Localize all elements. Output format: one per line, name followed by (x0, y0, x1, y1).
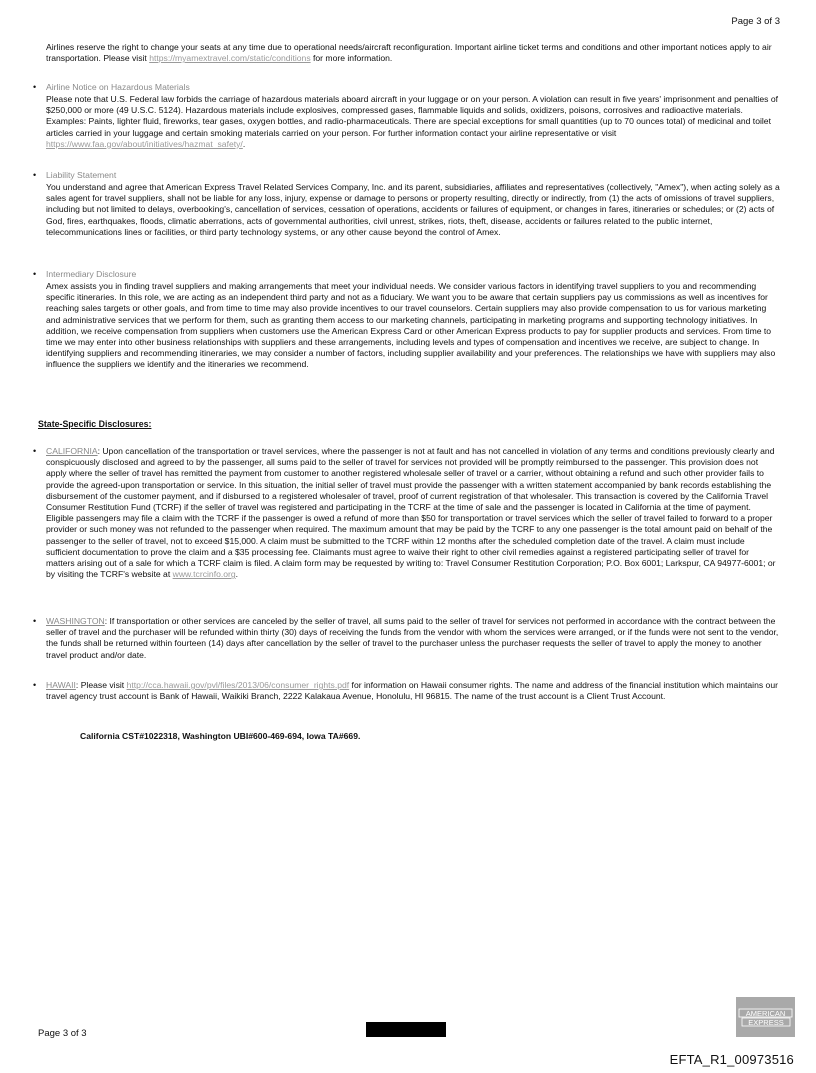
logo-text-line2: EXPRESS (748, 1017, 784, 1027)
california-after: . (235, 569, 239, 580)
logo-text-line1: AMERICAN (745, 1008, 786, 1018)
american-express-logo (736, 997, 795, 1037)
hazmat-body (46, 94, 780, 150)
page-number-bottom: Page 3 of 3 (38, 1028, 87, 1039)
intro-paragraph (46, 42, 780, 64)
liability-body: You understand and agree that American Express Travel Related Services Company, Inc. and its parent, subsidiaries, affiliates and representatives (collectively, "Amex"), when acting solely as a sales agent for travel suppliers, shall not be liable for any loss, injury, expense or damage to persons or property resulting, directly or indirectly, from (1) the acts of omissions of travel suppliers, including but not limited to delays, overbooking's, cancellation of services, cessation of operations, accidents or failures of equipment, or changes in fares, itineraries or schedules; or (2) acts of God, fires, earthquakes, floods, climatic aberrations, acts of governmental authorities, civil unrest, strikes, riots, theft, disease, accidents or failures related to the public internet, telecommunications lines or facilities, or third party technology systems, or any other cause beyond the control of Amex. (46, 182, 780, 237)
hawaii-disclosure (46, 680, 780, 702)
hazmat-after: . (242, 138, 246, 149)
redaction-bar (366, 1022, 446, 1037)
liability-title: Liability Statement (46, 170, 117, 180)
bullet-icon: • (33, 446, 37, 456)
washington-text: : If transportation or other services are canceled by the seller of travel, all sums paid to the seller of travel for services not performed in accordance with the contract between the seller of travel and the purchaser will be refunded within thirty (30) days of receiving the funds from the vendor with whom the services were arranged, or if the funds were not sent to the vendor, the funds shall be returned within fourteen (14) days after cancellation by the seller of travel to the purchaser unless the purchaser requests the seller of travel to apply the money to another travel product and/or date. (46, 616, 779, 660)
hawaii-label[interactable]: HAWAII (46, 680, 76, 690)
hawaii-text: for information on Hawaii consumer rights. The name and address of the financial institution which maintains our travel agency trust account is Bank of Hawaii, Waikiki Branch, 2222 Kalakaua Avenue, Honolulu, HI 96815. The name of the trust account is a Client Trust Account. (46, 680, 778, 702)
california-label[interactable]: CALIFORNIA (46, 446, 98, 456)
tcrf-website-link[interactable]: www.tcrcinfo.org (172, 569, 236, 580)
california-text: : Upon cancellation of the transportation or travel services, where the passenger is not at fault and has not cancelled in violation of any terms and conditions previously clearly and conspicuously disclosed and agreed to by the passenger, all sums paid to the seller of travel for services not provided will be promptly reimbursed to the passenger. This provision does not apply where the seller of travel has remitted the payment from customer to another registered wholesale seller of travel or a carrier, without obtaining a refund and such other provider fails to provide the agreed-upon transportation or service. In this situation, the initial seller of travel must provide the passenger with a written statement accompanied by bank records establishing the disbursement of the customer payment, and if disbursed to a registered wholesaler of travel, proof of current registration of that wholesaler. This transaction is covered by the California Travel Consumer Restitution Fund (TCRF) if the seller of travel was registered and participating in the TCRF at the time of sale and the passenger is located in California at the time of payment. Eligible passengers may file a claim with the TCRF if the passenger is owed a refund of more than $50 for transportation or travel services which the seller of travel failed to forward to a proper provider or such money was not refunded to the passenger when required. The maximum amount that may be paid by the TCRF to any one passenger is the total amount paid on behalf of the passenger to the seller of travel, not to exceed $15,000. A claim must be submitted to the TCRF within 12 months after the scheduled completion date of the travel. A claim must include sufficient documentation to prove the claim and a $35 processing fee. Claimants must agree to waive their right to other civil remedies against a registered participating seller of travel for matters arising out of a sale for which a TCRF claim is filed. A claim form may be requested by writing to: Travel Consumer Restitution Corporation; P.O. Box 6001; Larkspur, CA 94977-6001; or by visiting the TCRF's website at (46, 446, 776, 580)
hazmat-title: Airline Notice on Hazardous Materials (46, 82, 190, 92)
hawaii-before-link: : Please visit (75, 680, 127, 690)
washington-disclosure (46, 616, 780, 661)
bullet-icon: • (33, 269, 37, 279)
registration-numbers: California CST#1022318, Washington UBI#600-469-694, Iowa TA#669. (80, 731, 361, 741)
hazmat-text: Please note that U.S. Federal law forbids the carriage of hazardous materials aboard aircraft in your luggage or on your person. A violation can result in five years' imprisonment and penalties of $250,000 or more (49 U.S.C. 5124). Hazardous materials include explosives, compressed gases, flammable liquids and solids, oxidizers, poisons, corrosives and radioactive materials. Examples: Paints, lighter fluid, fireworks, tear gases, oxygen bottles, and radio-pharmaceuticals. There are special exceptions for small quantities (up to 70 ounces total) of medicinal and toilet articles carried in your luggage and certain smoking materials carried on your person. For further information contact your airline representative or visit (46, 94, 779, 138)
state-disclosures-heading: State-Specific Disclosures: (38, 419, 152, 429)
intermediary-title: Intermediary Disclosure (46, 269, 137, 279)
washington-label[interactable]: WASHINGTON (46, 616, 105, 626)
california-disclosure (46, 446, 780, 580)
bullet-icon: • (33, 82, 37, 92)
bullet-icon: • (33, 680, 37, 690)
document-id: EFTA_R1_00973516 (669, 1052, 794, 1067)
bullet-icon: • (33, 616, 37, 626)
intro-text: Airlines reserve the right to change your seats at any time due to operational needs/aircraft reconfiguration. Important airline ticket terms and conditions and other important notices apply to air transportation. Please visit (46, 42, 772, 64)
intro-text-after: for more information. (310, 53, 393, 64)
intermediary-body: Amex assists you in finding travel suppliers and making arrangements that meet your individual needs. We consider various factors in identifying travel suppliers to you and recommending specific itineraries. In this role, we are acting as an independent third party and not as a fiduciary. We want you to be aware that certain suppliers pay us commissions as well as incentives for reaching sales targets or other goals, and from time to time may also provide incentives to our travel counselors. Certain suppliers may also provide compensation to us for various marketing and administrative services that we perform for them, such as granting them access to our marketing channels, participating in marketing programs and supporting technology initiatives. In addition, we receive compensation from suppliers when customers use the American Express Card or other American Express products to pay for supplier products and services. From time to time we may enter into other business relationships with suppliers and these arrangements, including levels and types of compensation and incentives we receive, are subject to change. In identifying suppliers and recommending itineraries, we may consider a number of factors, including supplier availability and your preferences. The relationships we have with suppliers may also influence the suppliers we identify and the itineraries we recommend. (46, 281, 776, 370)
bullet-icon: • (33, 170, 37, 180)
hawaii-consumer-rights-link[interactable]: http://cca.hawaii.gov/pvl/files/2013/06/consumer_rights.pdf (126, 680, 350, 690)
conditions-link[interactable]: https://myamextravel.com/static/conditions (149, 53, 311, 64)
page-number-top: Page 3 of 3 (731, 16, 780, 27)
faa-hazmat-link[interactable]: https://www.faa.gov/about/initiatives/hazmat_safety/ (46, 138, 243, 149)
